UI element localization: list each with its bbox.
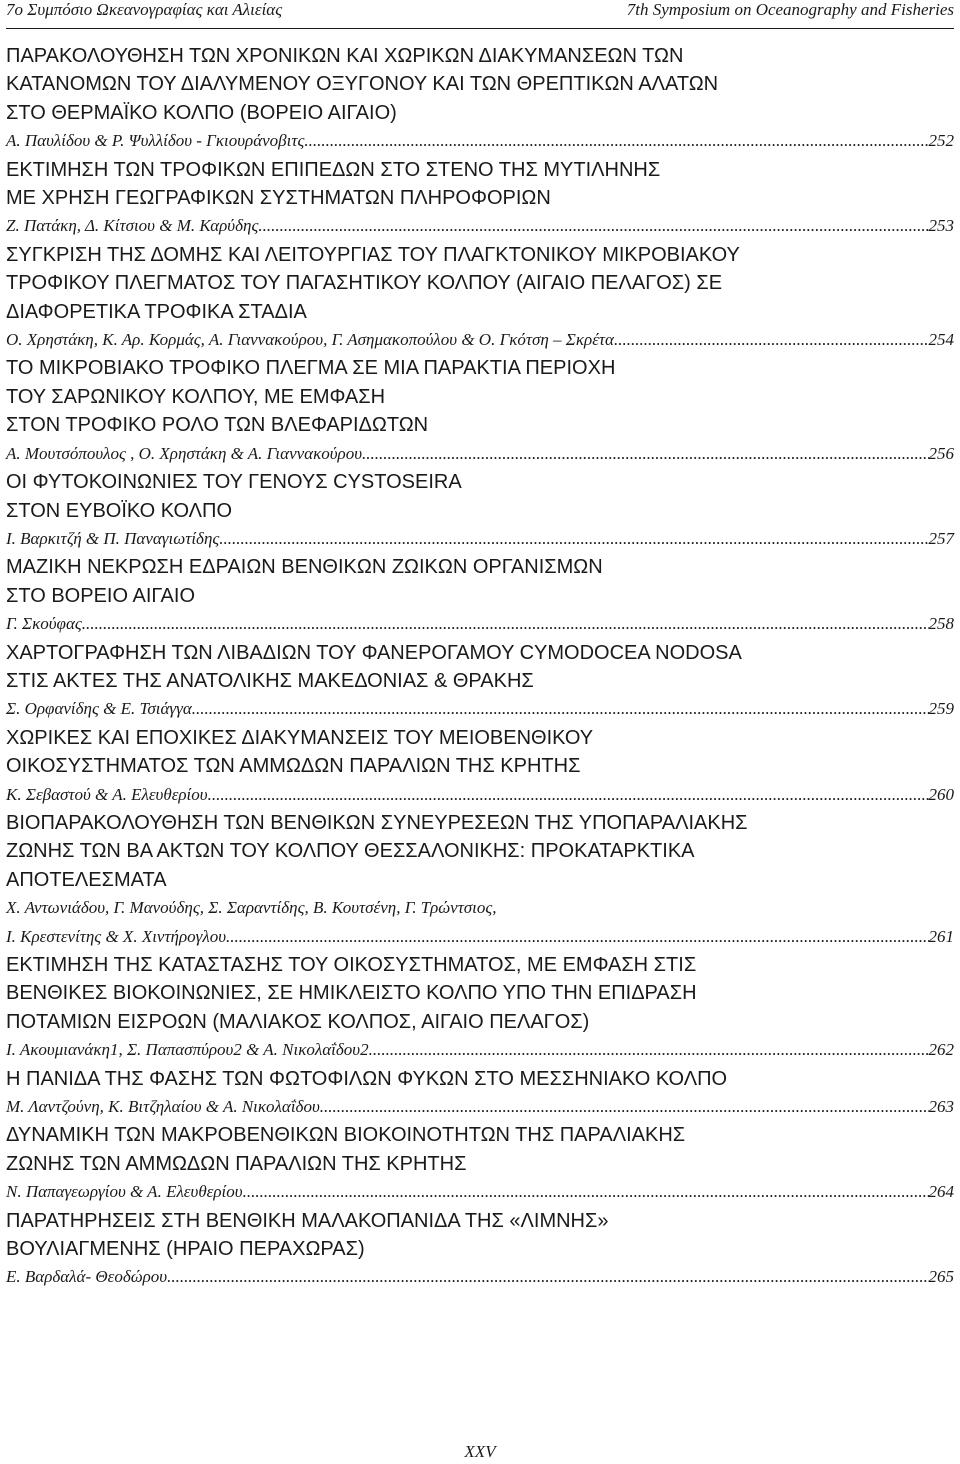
- entry-title-line: ΤΟ ΜΙΚΡΟΒΙΑΚΟ ΤΡΟΦΙΚΟ ΠΛΕΓΜΑ ΣΕ ΜΙΑ ΠΑΡΑΚΤΙΑ ΠΕΡΙΟΧΗ: [6, 357, 616, 380]
- dot-leader: [82, 610, 929, 638]
- entry-title-line: ΧΑΡΤΟΓΡΑΦΗΣΗ ΤΩΝ ΛΙΒΑΔΙΩΝ ΤΟΥ ΦΑΝΕΡΟΓΑΜΟΥ CYMODOCEA NODOSA: [6, 641, 742, 664]
- entry-authors-row: [6, 1036, 954, 1064]
- toc-entry: [6, 468, 954, 553]
- entry-page-number: 253: [928, 216, 954, 236]
- entry-title-line: ΜΑΖΙΚΗ ΝΕΚΡΩΣΗ ΕΔΡΑΙΩΝ ΒΕΝΘΙΚΩΝ ΖΩΙΚΩΝ ΟΡΓΑΝΙΣΜΩΝ: [6, 556, 603, 579]
- entry-authors: Γ. Σκούφας: [6, 614, 82, 634]
- entry-title-line: ΤΟΥ ΣΑΡΩΝΙΚΟΥ ΚΟΛΠΟΥ, ΜΕ ΕΜΦΑΣΗ: [6, 385, 386, 408]
- entry-page-number: 257: [928, 528, 954, 548]
- entry-authors: Ι. Βαρκιτζή & Π. Παναγιωτίδης: [6, 528, 220, 548]
- dot-leader: [369, 1036, 929, 1064]
- entry-page-number: 256: [928, 443, 954, 463]
- entry-authors-row: [6, 610, 954, 638]
- toc-entry: [6, 241, 954, 355]
- entry-title-line: ΣΤΟΝ ΤΡΟΦΙΚΟ ΡΟΛΟ ΤΩΝ ΒΛΕΦΑΡΙΔΩΤΩΝ: [6, 414, 429, 437]
- toc-entry: [6, 553, 954, 638]
- entry-title-line: ΚΑΤΑΝΟΜΩΝ ΤΟΥ ΔΙΑΛΥΜΕΝΟΥ ΟΞΥΓΟΝΟΥ ΚΑΙ ΤΩΝ ΘΡΕΠΤΙΚΩΝ ΑΛΑΤΩΝ: [6, 73, 719, 96]
- entry-authors-row: [6, 440, 954, 468]
- entry-authors: Ι. Ακουμιανάκη1, Σ. Παπασπύρου2 & Α. Νικολαΐδου2: [6, 1040, 369, 1060]
- entry-authors-row: [6, 212, 954, 240]
- dot-leader: [226, 923, 928, 951]
- entry-page-number: 252: [928, 131, 954, 151]
- running-header: [6, 0, 954, 24]
- entry-authors: Σ. Ορφανίδης & Ε. Τσιάγγα: [6, 699, 192, 719]
- entry-title-line: ΜΕ ΧΡΗΣΗ ΓΕΩΓΡΑΦΙΚΩΝ ΣΥΣΤΗΜΑΤΩΝ ΠΛΗΡΟΦΟΡΙΩΝ: [6, 187, 551, 210]
- header-rule: [6, 28, 954, 29]
- entry-title-line: ΔΙΑΦΟΡΕΤΙΚΑ ΤΡΟΦΙΚΑ ΣΤΑΔΙΑ: [6, 300, 307, 323]
- dot-leader: [614, 326, 929, 354]
- entry-page-number: 259: [928, 699, 954, 719]
- toc-entry: [6, 639, 954, 724]
- entry-authors-row: [6, 127, 954, 155]
- entry-page-number: 264: [928, 1182, 954, 1202]
- dot-leader: [167, 1263, 928, 1291]
- entry-title-line: ΖΩΝΗΣ ΤΩΝ ΒΑ ΑΚΤΩΝ ΤΟΥ ΚΟΛΠΟΥ ΘΕΣΣΑΛΟΝΙΚΗΣ: ΠΡΟΚΑΤΑΡΚΤΙΚΑ: [6, 840, 695, 863]
- dot-leader: [208, 781, 929, 809]
- entry-title-line: ΣΥΓΚΡΙΣΗ ΤΗΣ ΔΟΜΗΣ ΚΑΙ ΛΕΙΤΟΥΡΓΙΑΣ ΤΟΥ ΠΛΑΓΚΤΟΝΙΚΟΥ ΜΙΚΡΟΒΙΑΚΟΥ: [6, 243, 740, 266]
- entry-title-line: ΔΥΝΑΜΙΚΗ ΤΩΝ ΜΑΚΡΟΒΕΝΘΙΚΩΝ ΒΙΟΚΟΙΝΟΤΗΤΩΝ ΤΗΣ ΠΑΡΑΛΙΑΚΗΣ: [6, 1124, 686, 1147]
- toc-entry: [6, 1207, 954, 1292]
- entry-authors: Μ. Λαντζούνη, Κ. Βιτζηλαίου & Α. Νικολαΐδου: [6, 1097, 320, 1117]
- entry-title-line: ΠΑΡΑΚΟΛΟΥΘΗΣΗ ΤΩΝ ΧΡΟΝΙΚΩΝ ΚΑΙ ΧΩΡΙΚΩΝ ΔΙΑΚΥΜΑΝΣΕΩΝ ΤΩΝ: [6, 45, 684, 67]
- toc-entry: [6, 156, 954, 241]
- entry-title-line: ΟΙ ΦΥΤΟΚΟΙΝΩΝΙΕΣ ΤΟΥ ΓΕΝΟΥΣ CYSTOSEIRA: [6, 471, 462, 494]
- entry-page-number: 254: [928, 330, 954, 350]
- entry-authors-row: [6, 1263, 954, 1291]
- toc-entry: [6, 724, 954, 809]
- toc-entry: [6, 354, 954, 468]
- entry-title-line: ΣΤΙΣ ΑΚΤΕΣ ΤΗΣ ΑΝΑΤΟΛΙΚΗΣ ΜΑΚΕΔΟΝΙΑΣ & ΘΡΑΚΗΣ: [6, 669, 534, 692]
- dot-leader: [304, 127, 928, 155]
- toc-entry: [6, 42, 954, 156]
- entry-title-line: ΣΤΟ ΒΟΡΕΙΟ ΑΙΓΑΙΟ: [6, 584, 196, 607]
- entry-authors: Κ. Σεβαστού & Α. Ελευθερίου: [6, 784, 208, 804]
- entry-title-line: ΑΠΟΤΕΛΕΣΜΑΤΑ: [6, 868, 167, 891]
- entry-title-line: ΤΡΟΦΙΚΟΥ ΠΛΕΓΜΑΤΟΣ ΤΟΥ ΠΑΓΑΣΗΤΙΚΟΥ ΚΟΛΠΟΥ (ΑΙΓΑΙΟ ΠΕΛΑΓΟΣ) ΣΕ: [6, 272, 723, 295]
- header-left: 7ο Συμπόσιο Ωκεανογραφίας και Αλιείας: [6, 0, 283, 19]
- toc-entry: [6, 951, 954, 1065]
- entry-title-line: ΕΚΤΙΜΗΣΗ ΤΗΣ ΚΑΤΑΣΤΑΣΗΣ ΤΟΥ ΟΙΚΟΣΥΣΤΗΜΑΤΟΣ, ΜΕ ΕΜΦΑΣΗ ΣΤΙΣ: [6, 954, 697, 976]
- entry-page-number: 265: [928, 1267, 954, 1287]
- dot-leader: [362, 440, 928, 468]
- dot-leader: [320, 1093, 929, 1121]
- entry-authors: Ν. Παπαγεωργίου & Α. Ελευθερίου: [6, 1182, 243, 1202]
- entry-authors: Ε. Βαρδαλά- Θεοδώρου: [6, 1267, 168, 1287]
- entry-authors-row: [6, 781, 954, 809]
- dot-leader: [219, 525, 928, 553]
- entry-title-line: ΒΟΥΛΙΑΓΜΕΝΗΣ (ΗΡΑΙΟ ΠΕΡΑΧΩΡΑΣ): [6, 1238, 365, 1261]
- entry-page-number: 263: [928, 1097, 954, 1117]
- entry-authors-row: [6, 525, 954, 553]
- entry-page-number: 258: [928, 614, 954, 634]
- header-right: 7th Symposium on Oceanography and Fisheries: [626, 0, 954, 19]
- entry-title-line: ΖΩΝΗΣ ΤΩΝ ΑΜΜΩΔΩΝ ΠΑΡΑΛΙΩΝ ΤΗΣ ΚΡΗΤΗΣ: [6, 1152, 467, 1175]
- entry-authors-row: [6, 1093, 954, 1121]
- entry-page-number: 262: [928, 1040, 954, 1060]
- entry-authors: Ζ. Πατάκη, Δ. Κίτσιου & Μ. Καρύδης: [6, 216, 259, 236]
- entry-title-line: ΒΕΝΘΙΚΕΣ ΒΙΟΚΟΙΝΩΝΙΕΣ, ΣΕ ΗΜΙΚΛΕΙΣΤΟ ΚΟΛΠΟ ΥΠΟ ΤΗΝ ΕΠΙΔΡΑΣΗ: [6, 982, 697, 1005]
- table-of-contents: [6, 42, 954, 1292]
- entry-authors-row: [6, 923, 954, 951]
- entry-title-line: ΟΙΚΟΣΥΣΤΗΜΑΤΟΣ ΤΩΝ ΑΜΜΩΔΩΝ ΠΑΡΑΛΙΩΝ ΤΗΣ ΚΡΗΤΗΣ: [6, 755, 581, 778]
- entry-title-line: ΧΩΡΙΚΕΣ ΚΑΙ ΕΠΟΧΙΚΕΣ ΔΙΑΚΥΜΑΝΣΕΙΣ ΤΟΥ ΜΕΙΟΒΕΝΘΙΚΟΥ: [6, 726, 594, 749]
- page-footer: [0, 1442, 960, 1464]
- page-number: XXV: [464, 1442, 496, 1461]
- toc-entry: [6, 809, 954, 951]
- dot-leader: [243, 1178, 929, 1206]
- toc-entry: [6, 1121, 954, 1206]
- entry-authors-row: [6, 326, 954, 354]
- entry-page-number: 260: [928, 784, 954, 804]
- toc-entry: [6, 1065, 954, 1122]
- entry-authors: Α. Παυλίδου & Ρ. Ψυλλίδου - Γκιουράνοβιτς: [6, 131, 305, 151]
- entry-title-line: ΣΤΟ ΘΕΡΜΑΪΚΟ ΚΟΛΠΟ (ΒΟΡΕΙΟ ΑΙΓΑΙΟ): [6, 101, 397, 124]
- entry-authors-row: [6, 1178, 954, 1206]
- entry-authors: Α. Μουτσόπουλος , Ο. Χρηστάκη & Α. Γιαννακούρου: [6, 443, 363, 463]
- entry-title-line: ΠΟΤΑΜΙΩΝ ΕΙΣΡΟΩΝ (ΜΑΛΙΑΚΟΣ ΚΟΛΠΟΣ, ΑΙΓΑΙΟ ΠΕΛΑΓΟΣ): [6, 1010, 590, 1033]
- entry-title-line: ΣΤΟΝ ΕΥΒΟΪΚΟ ΚΟΛΠΟ: [6, 499, 233, 522]
- entry-authors: Ι. Κρεστενίτης & Χ. Χιντήρογλου: [6, 926, 227, 946]
- entry-authors-row: [6, 695, 954, 723]
- dot-leader: [192, 695, 929, 723]
- entry-authors-line: Χ. Αντωνιάδου, Γ. Μανούδης, Σ. Σαραντίδης, Β. Κουτσένη, Γ. Τρώντσιος,: [6, 898, 497, 918]
- entry-title-line: ΠΑΡΑΤΗΡΗΣΕΙΣ ΣΤΗ ΒΕΝΘΙΚΗ ΜΑΛΑΚΟΠΑΝΙΔΑ ΤΗΣ «ΛΙΜΝΗΣ»: [6, 1209, 609, 1232]
- entry-page-number: 261: [928, 926, 954, 946]
- entry-title-line: ΕΚΤΙΜΗΣΗ ΤΩΝ ΤΡΟΦΙΚΩΝ ΕΠΙΠΕΔΩΝ ΣΤΟ ΣΤΕΝΟ ΤΗΣ ΜΥΤΙΛΗΝΗΣ: [6, 158, 661, 181]
- entry-title-line: Η ΠΑΝΙΔΑ ΤΗΣ ΦΑΣΗΣ ΤΩΝ ΦΩΤΟΦΙΛΩΝ ΦΥΚΩΝ ΣΤΟ ΜΕΣΣΗΝΙΑΚΟ ΚΟΛΠΟ: [6, 1067, 728, 1090]
- entry-title-line: ΒΙΟΠΑΡΑΚΟΛΟΥΘΗΣΗ ΤΩΝ ΒΕΝΘΙΚΩΝ ΣΥΝΕΥΡΕΣΕΩΝ ΤΗΣ ΥΠΟΠΑΡΑΛΙΑΚΗΣ: [6, 811, 748, 834]
- entry-authors: Ο. Χρηστάκη, Κ. Αρ. Κορμάς, Α. Γιαννακούρου, Γ. Ασημακοπούλου & Ο. Γκότση – Σκρέτα: [6, 330, 614, 350]
- dot-leader: [258, 212, 928, 240]
